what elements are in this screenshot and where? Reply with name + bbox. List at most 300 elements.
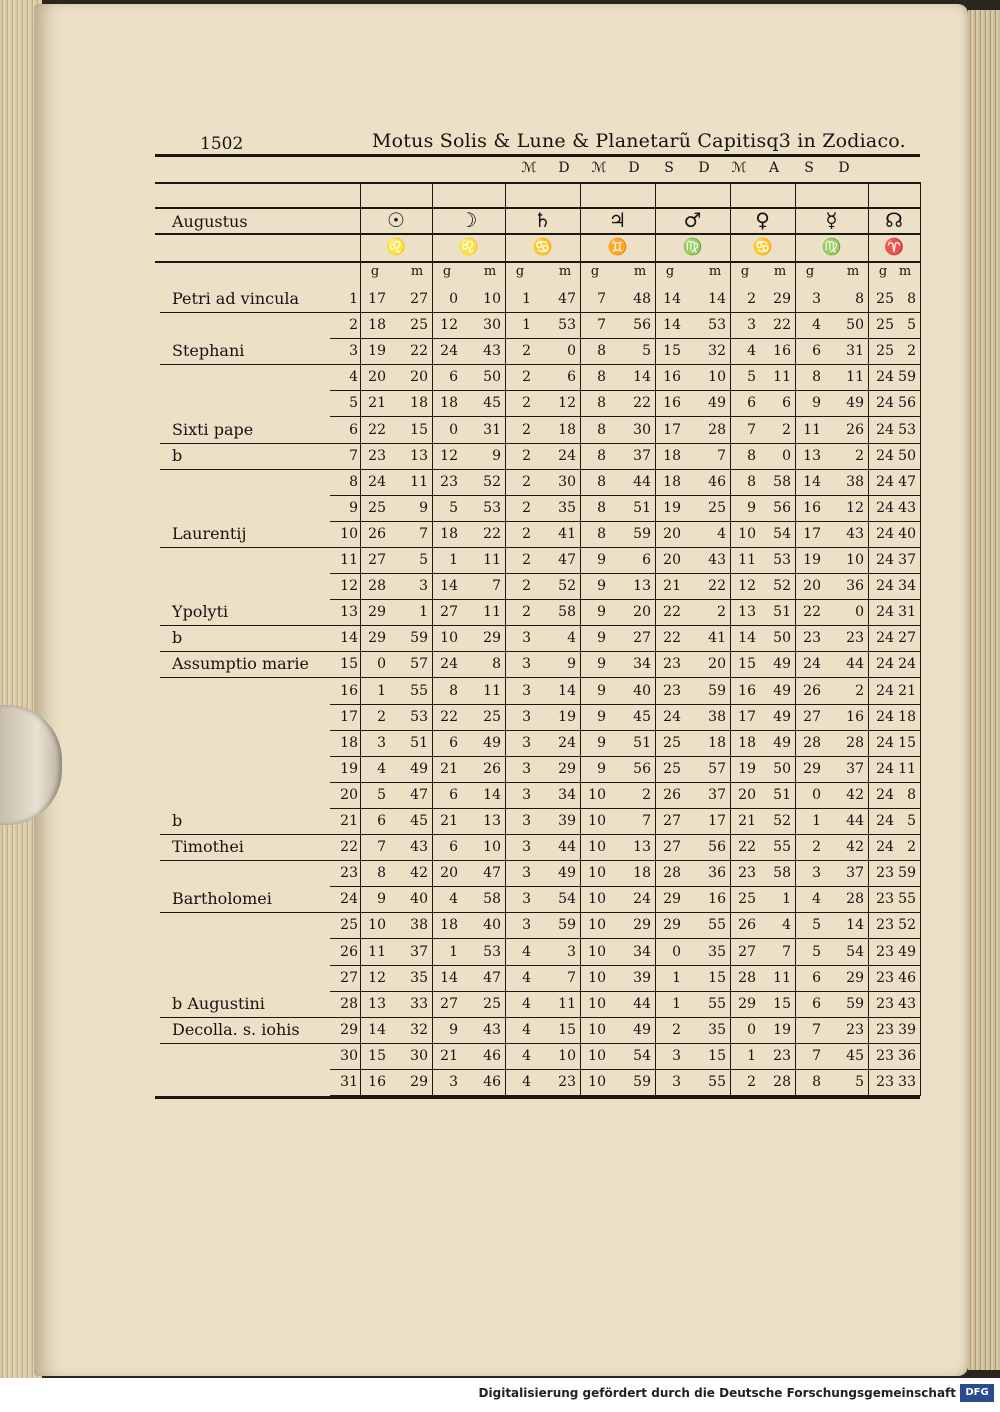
degree-value: 24 [876, 708, 894, 725]
degree-value: 23 [876, 917, 894, 934]
page-title: Motus Solis & Lune & Planetarũ Capitisq3 in Zodiaco. [372, 130, 906, 152]
minute-value: 30 [410, 1047, 428, 1064]
minute-value: 58 [773, 473, 791, 490]
degree-value: 3 [672, 1047, 681, 1064]
minute-value: 18 [410, 395, 428, 412]
minute-value: 39 [633, 969, 651, 986]
degree-value: 21 [738, 813, 756, 829]
zodiac-sign-icon: ♌ [458, 237, 479, 256]
degree-label: g [665, 264, 675, 279]
degree-value: 6 [812, 343, 821, 360]
minute-value: 38 [410, 917, 428, 934]
degree-value: 23 [876, 995, 894, 1012]
degree-value: 12 [440, 447, 458, 464]
minute-value: 49 [846, 395, 864, 412]
minute-value: 43 [483, 343, 501, 360]
minute-value: 27 [633, 630, 651, 647]
minute-value: 44 [633, 995, 651, 1012]
degree-value: 9 [597, 552, 606, 568]
minute-label: m [410, 264, 424, 279]
minute-value: 55 [898, 891, 916, 908]
month-label: Augustus [172, 212, 248, 231]
saint-day-label: Bartholomei [172, 889, 272, 909]
day-number: 13 [340, 604, 358, 621]
degree-value: 9 [597, 760, 606, 777]
table-row [0, 1071, 1000, 1097]
degree-value: 21 [440, 760, 458, 777]
degree-value: 24 [876, 682, 894, 699]
degree-label: g [740, 264, 750, 279]
minute-value: 29 [558, 760, 576, 777]
minute-value: 54 [846, 943, 864, 960]
degree-value: 7 [812, 1021, 821, 1038]
degree-value: 14 [440, 578, 458, 595]
minute-value: 14 [558, 682, 576, 699]
degree-value: 29 [368, 604, 386, 621]
table-row [0, 314, 1000, 340]
degree-value: 9 [812, 395, 821, 412]
minute-label: m [846, 264, 860, 279]
minute-value: 37 [846, 760, 864, 777]
degree-value: 23 [663, 656, 681, 673]
degree-value: 24 [440, 343, 458, 360]
row-rule [160, 469, 920, 470]
row-rule [330, 704, 920, 705]
degree-value: 8 [597, 499, 606, 516]
day-number: 12 [340, 578, 358, 595]
degree-value: 3 [522, 839, 531, 856]
zodiac-sign-icon: ♋ [752, 237, 773, 256]
minute-label: m [633, 264, 647, 279]
minute-value: 47 [558, 291, 576, 307]
degree-value: 1 [522, 317, 531, 334]
minute-value: 59 [633, 525, 651, 542]
degree-value: 13 [738, 604, 756, 621]
day-number: 18 [340, 734, 358, 751]
row-rule [160, 834, 920, 835]
minute-value: 2 [855, 447, 864, 464]
row-rule [160, 1017, 920, 1018]
degree-label: g [442, 264, 452, 279]
minute-value: 4 [782, 917, 791, 934]
minute-value: 43 [898, 499, 916, 516]
degree-value: 6 [812, 995, 821, 1012]
degree-value: 3 [522, 891, 531, 908]
minute-value: 24 [558, 734, 576, 751]
degree-value: 24 [876, 630, 894, 647]
minute-value: 44 [846, 656, 864, 673]
minute-value: 35 [558, 499, 576, 516]
minute-value: 59 [410, 630, 428, 647]
degree-value: 24 [876, 473, 894, 490]
minute-value: 5 [419, 552, 428, 568]
minute-label: m [483, 264, 497, 279]
degree-value: 9 [597, 682, 606, 699]
minute-value: 8 [907, 786, 916, 803]
degree-value: 19 [803, 552, 821, 568]
minute-value: 25 [483, 995, 501, 1012]
degree-value: 4 [449, 891, 458, 908]
minute-value: 50 [773, 630, 791, 647]
minute-value: 25 [410, 317, 428, 334]
degree-value: 3 [522, 865, 531, 882]
degree-value: 23 [876, 1021, 894, 1038]
degree-value: 23 [803, 630, 821, 647]
degree-value: 27 [440, 995, 458, 1012]
minute-value: 29 [410, 1074, 428, 1090]
degree-value: 15 [738, 656, 756, 673]
table-row [0, 288, 1000, 314]
minute-value: 59 [898, 369, 916, 386]
degree-value: 11 [803, 421, 821, 438]
minute-value: 2 [717, 604, 726, 621]
minute-value: 9 [492, 447, 501, 464]
degree-value: 24 [440, 656, 458, 673]
row-rule [160, 625, 920, 626]
minute-value: 50 [898, 447, 916, 464]
degree-value: 13 [368, 995, 386, 1012]
degree-label: g [878, 264, 888, 279]
degree-value: 12 [738, 578, 756, 595]
degree-value: 10 [440, 630, 458, 647]
minute-value: 34 [558, 786, 576, 803]
aspect-letter: D [838, 160, 850, 176]
degree-value: 9 [597, 708, 606, 725]
degree-value: 8 [812, 369, 821, 386]
saint-day-label: Petri ad vincula [172, 289, 300, 308]
minute-value: 36 [898, 1047, 916, 1064]
degree-value: 4 [377, 760, 386, 777]
minute-value: 55 [708, 917, 726, 934]
degree-value: 27 [663, 813, 681, 829]
row-rule [330, 573, 920, 574]
minute-value: 49 [633, 1021, 651, 1038]
minute-value: 51 [410, 734, 428, 751]
row-rule [160, 364, 920, 365]
degree-value: 29 [803, 760, 821, 777]
degree-value: 8 [747, 447, 756, 464]
degree-value: 2 [522, 499, 531, 516]
minute-value: 53 [483, 499, 501, 516]
minute-value: 47 [483, 969, 501, 986]
table-row [0, 706, 1000, 732]
rule-planets-bottom [155, 233, 920, 235]
degree-value: 28 [803, 734, 821, 751]
minute-value: 53 [410, 708, 428, 725]
degree-value: 2 [522, 525, 531, 542]
degree-value: 27 [803, 708, 821, 725]
minute-value: 28 [846, 891, 864, 908]
degree-value: 8 [597, 343, 606, 360]
minute-value: 44 [558, 839, 576, 856]
minute-value: 12 [558, 395, 576, 412]
minute-value: 32 [708, 343, 726, 360]
aspect-letter: D [628, 160, 640, 176]
minute-value: 11 [483, 552, 501, 568]
degree-value: 2 [522, 369, 531, 386]
degree-value: 5 [449, 499, 458, 516]
degree-value: 7 [812, 1047, 821, 1064]
row-rule [330, 1095, 920, 1096]
minute-value: 1 [419, 604, 428, 621]
minute-value: 14 [846, 917, 864, 934]
degree-value: 2 [522, 395, 531, 412]
minute-value: 10 [846, 552, 864, 568]
degree-value: 2 [747, 1074, 756, 1090]
degree-value: 1 [449, 943, 458, 960]
saint-day-label: Decolla. s. iohis [172, 1019, 300, 1039]
day-number: 27 [340, 969, 358, 986]
degree-value: 24 [876, 369, 894, 386]
minute-value: 45 [633, 708, 651, 725]
degree-label: g [590, 264, 600, 279]
minute-value: 8 [907, 291, 916, 307]
minute-value: 42 [846, 839, 864, 856]
table-row [0, 471, 1000, 497]
degree-value: 6 [449, 839, 458, 856]
degree-value: 2 [522, 421, 531, 438]
degree-value: 24 [876, 552, 894, 568]
degree-value: 25 [876, 343, 894, 360]
degree-value: 3 [672, 1074, 681, 1090]
minute-value: 49 [410, 760, 428, 777]
minute-value: 33 [410, 995, 428, 1012]
degree-value: 1 [747, 1047, 756, 1064]
minute-value: 55 [410, 682, 428, 699]
aspect-letter: D [558, 160, 570, 176]
table-row [0, 549, 1000, 575]
degree-value: 16 [368, 1074, 386, 1090]
minute-value: 13 [633, 839, 651, 856]
day-number: 5 [349, 395, 358, 412]
minute-value: 9 [419, 499, 428, 516]
minute-value: 5 [855, 1074, 864, 1090]
minute-value: 25 [708, 499, 726, 516]
degree-value: 24 [803, 656, 821, 673]
row-rule [330, 495, 920, 496]
saint-day-label: Timothei [172, 837, 244, 857]
minute-value: 32 [410, 1021, 428, 1038]
table-row [0, 575, 1000, 601]
degree-value: 2 [522, 604, 531, 621]
minute-value: 42 [846, 786, 864, 803]
minute-value: 17 [708, 813, 726, 829]
minute-value: 26 [483, 760, 501, 777]
degree-value: 8 [597, 473, 606, 490]
degree-value: 3 [812, 291, 821, 307]
degree-value: 2 [672, 1021, 681, 1038]
minute-value: 11 [773, 969, 791, 986]
degree-value: 24 [876, 499, 894, 516]
degree-value: 19 [663, 499, 681, 516]
saint-day-label: Assumptio marie [172, 654, 309, 674]
table-row [0, 523, 1000, 549]
minute-value: 11 [483, 682, 501, 699]
minute-value: 49 [898, 943, 916, 960]
minute-value: 43 [846, 525, 864, 542]
degree-value: 2 [522, 343, 531, 360]
zodiac-sign-icon: ♊ [607, 237, 628, 256]
minute-value: 54 [633, 1047, 651, 1064]
degree-value: 28 [738, 969, 756, 986]
minute-value: 52 [483, 473, 501, 490]
degree-value: 24 [876, 786, 894, 803]
degree-value: 11 [738, 552, 756, 568]
day-number: 25 [340, 917, 358, 934]
degree-value: 8 [377, 865, 386, 882]
minute-value: 36 [708, 865, 726, 882]
row-rule [330, 730, 920, 731]
minute-value: 28 [773, 1074, 791, 1090]
minute-value: 29 [483, 630, 501, 647]
degree-value: 29 [738, 995, 756, 1012]
degree-value: 9 [449, 1021, 458, 1038]
degree-value: 9 [597, 656, 606, 673]
day-number: 10 [340, 525, 358, 542]
minute-value: 8 [855, 291, 864, 307]
aspect-letter: D [698, 160, 710, 176]
row-rule [330, 886, 920, 887]
degree-value: 8 [747, 473, 756, 490]
row-rule [330, 938, 920, 939]
minute-value: 11 [410, 473, 428, 490]
degree-value: 25 [876, 317, 894, 334]
degree-value: 8 [449, 682, 458, 699]
minute-value: 23 [846, 630, 864, 647]
minute-value: 35 [708, 943, 726, 960]
degree-value: 18 [440, 525, 458, 542]
degree-value: 24 [876, 656, 894, 673]
degree-value: 4 [522, 1047, 531, 1064]
minute-value: 16 [846, 708, 864, 725]
degree-value: 24 [876, 839, 894, 856]
degree-value: 3 [812, 865, 821, 882]
minute-value: 10 [483, 291, 501, 307]
degree-value: 23 [368, 447, 386, 464]
minute-value: 15 [773, 995, 791, 1012]
degree-value: 2 [522, 473, 531, 490]
minute-value: 24 [898, 656, 916, 673]
degree-value: 22 [803, 604, 821, 621]
degree-value: 4 [812, 891, 821, 908]
table-row [0, 419, 1000, 445]
minute-value: 49 [773, 682, 791, 699]
minute-value: 38 [708, 708, 726, 725]
row-rule [160, 677, 920, 678]
degree-value: 6 [812, 969, 821, 986]
degree-value: 20 [663, 552, 681, 568]
degree-value: 24 [876, 578, 894, 595]
day-number: 1 [349, 291, 358, 307]
minute-label: m [773, 264, 787, 279]
minute-value: 56 [773, 499, 791, 516]
minute-value: 15 [410, 421, 428, 438]
day-number: 19 [340, 760, 358, 777]
aspect-letter: S [664, 160, 674, 176]
zodiac-sign-icon: ♌ [386, 237, 406, 256]
day-number: 30 [340, 1047, 358, 1064]
minute-value: 18 [708, 734, 726, 751]
degree-value: 17 [368, 291, 386, 307]
degree-value: 1 [377, 682, 386, 699]
degree-value: 13 [803, 447, 821, 464]
table-row [0, 732, 1000, 758]
minute-value: 2 [907, 839, 916, 856]
minute-value: 49 [483, 734, 501, 751]
degree-value: 3 [522, 813, 531, 829]
row-rule [160, 443, 920, 444]
minute-value: 0 [567, 343, 576, 360]
degree-value: 3 [522, 734, 531, 751]
degree-value: 6 [377, 813, 386, 829]
day-number: 14 [340, 630, 358, 647]
degree-value: 24 [876, 395, 894, 412]
degree-value: 10 [588, 969, 606, 986]
minute-label: m [558, 264, 572, 279]
minute-value: 57 [708, 760, 726, 777]
table-row [0, 392, 1000, 418]
minute-value: 35 [708, 1021, 726, 1038]
zodiac-sign-icon: ♍ [682, 237, 703, 256]
table-row [0, 445, 1000, 471]
degree-value: 22 [663, 630, 681, 647]
degree-value: 3 [522, 656, 531, 673]
degree-value: 24 [663, 708, 681, 725]
degree-value: 26 [803, 682, 821, 699]
degree-value: 1 [522, 291, 531, 307]
day-number: 24 [340, 891, 358, 908]
degree-value: 1 [812, 813, 821, 829]
day-number: 28 [340, 995, 358, 1012]
moon-icon: ☽ [459, 208, 478, 232]
row-rule [330, 599, 920, 600]
venus-icon: ♀ [755, 208, 770, 232]
minute-value: 4 [717, 525, 726, 542]
minute-value: 7 [419, 525, 428, 542]
day-number: 29 [340, 1021, 358, 1038]
degree-value: 23 [876, 865, 894, 882]
minute-value: 40 [483, 917, 501, 934]
day-number: 20 [340, 786, 358, 803]
aspect-letter: S [804, 160, 814, 176]
degree-value: 2 [522, 552, 531, 568]
degree-value: 14 [663, 317, 681, 334]
minute-value: 2 [907, 343, 916, 360]
minute-value: 46 [483, 1047, 501, 1064]
minute-value: 43 [898, 995, 916, 1012]
degree-value: 21 [440, 813, 458, 829]
minute-value: 45 [846, 1047, 864, 1064]
minute-value: 47 [483, 865, 501, 882]
degree-value: 0 [449, 291, 458, 307]
table-row [0, 758, 1000, 784]
degree-value: 21 [368, 395, 386, 412]
day-number: 11 [340, 552, 358, 568]
degree-value: 22 [663, 604, 681, 621]
minute-value: 59 [708, 682, 726, 699]
row-rule [330, 521, 920, 522]
minute-value: 37 [708, 786, 726, 803]
minute-value: 30 [633, 421, 651, 438]
degree-value: 9 [597, 604, 606, 621]
minute-value: 11 [558, 995, 576, 1012]
minute-value: 56 [633, 317, 651, 334]
minute-value: 2 [855, 682, 864, 699]
day-number: 15 [340, 656, 358, 673]
minute-value: 10 [558, 1047, 576, 1064]
minute-value: 37 [410, 943, 428, 960]
degree-value: 18 [738, 734, 756, 751]
